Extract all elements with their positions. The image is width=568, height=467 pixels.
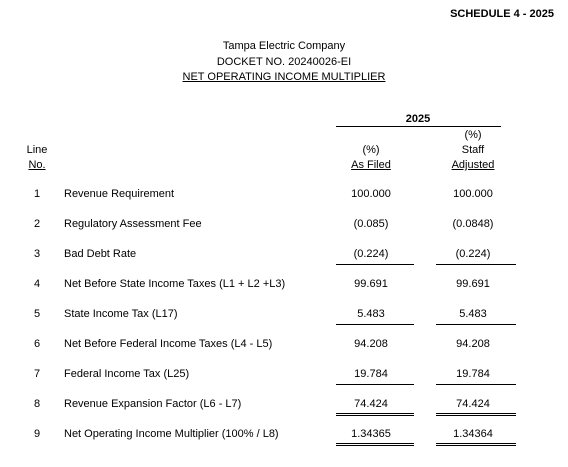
row-4-staff: 99.691 — [456, 278, 490, 290]
row-2-filed: (0.085) — [353, 218, 389, 230]
row-8-filed-double-underline — [336, 413, 414, 416]
company-name: Tampa Electric Company — [222, 40, 346, 52]
row-6-no: 6 — [33, 338, 41, 350]
row-2-desc: Regulatory Assessment Fee — [64, 218, 202, 230]
page-title-text: NET OPERATING INCOME MULTIPLIER — [182, 71, 386, 83]
row-9-staff-double-underline — [436, 443, 516, 446]
row-6-desc: Net Before Federal Income Taxes (L4 - L5) — [64, 338, 273, 350]
row-8-desc: Revenue Expansion Factor (L6 - L7) — [64, 398, 242, 410]
row-4-filed: 99.691 — [354, 278, 388, 290]
row-5-staff: 5.483 — [459, 308, 487, 320]
row-9-filed: 1.34365 — [351, 428, 391, 440]
row-5-no: 5 — [33, 308, 41, 320]
line-header-top: Line — [26, 144, 48, 156]
row-7-staff: 19.784 — [456, 368, 490, 380]
row-8-staff: 74.424 — [456, 398, 490, 410]
row-3-staff-underline — [436, 264, 516, 265]
row-6-staff: 94.208 — [456, 338, 490, 350]
row-1-no: 1 — [33, 188, 41, 200]
row-3-no: 3 — [33, 248, 41, 260]
filed-header-top: (%) — [362, 144, 380, 156]
row-9-no: 9 — [33, 428, 41, 440]
row-1-filed: 100.000 — [351, 188, 391, 200]
row-3-filed: (0.224) — [353, 248, 389, 260]
row-8-staff-double-underline — [436, 413, 516, 416]
row-5-staff-underline — [436, 324, 516, 325]
row-4-desc: Net Before State Income Taxes (L1 + L2 +L3) — [64, 278, 286, 290]
row-3-filed-underline — [336, 264, 414, 265]
row-2-no: 2 — [33, 218, 41, 230]
line-header-bottom-text: No. — [28, 159, 46, 171]
row-7-filed-underline — [336, 384, 414, 385]
year-header: 2025 — [405, 113, 431, 125]
row-4-no: 4 — [33, 278, 41, 290]
row-7-desc: Federal Income Tax (L25) — [64, 368, 190, 380]
schedule-label: SCHEDULE 4 - 2025 — [450, 8, 554, 20]
row-5-filed: 5.483 — [357, 308, 385, 320]
row-1-staff: 100.000 — [453, 188, 493, 200]
filed-header-bottom — [330, 159, 412, 171]
row-7-filed: 19.784 — [354, 368, 388, 380]
staff-header-top: (%) — [464, 129, 482, 141]
filed-header-bottom-text: As Filed — [351, 159, 391, 171]
row-3-staff: (0.224) — [455, 248, 491, 260]
row-3-desc: Bad Debt Rate — [64, 248, 137, 260]
row-9-staff: 1.34364 — [453, 428, 493, 440]
row-8-filed: 74.424 — [354, 398, 388, 410]
staff-header-mid: Staff — [461, 144, 485, 156]
row-5-desc: State Income Tax (L17) — [64, 308, 178, 320]
page-title — [0, 71, 568, 83]
row-1-desc: Revenue Requirement — [64, 188, 175, 200]
row-5-filed-underline — [336, 324, 414, 325]
row-9-filed-double-underline — [336, 443, 414, 446]
row-6-filed: 94.208 — [354, 338, 388, 350]
docket-number: DOCKET NO. 20240026-EI — [216, 56, 352, 68]
line-header-bottom — [25, 159, 49, 171]
staff-header-bottom — [430, 159, 516, 171]
row-8-no: 8 — [33, 398, 41, 410]
row-9-desc: Net Operating Income Multiplier (100% / L8) — [64, 428, 279, 440]
row-7-no: 7 — [33, 368, 41, 380]
row-2-staff: (0.0848) — [452, 218, 494, 230]
row-7-staff-underline — [436, 384, 516, 385]
staff-header-bottom-text: Adjusted — [451, 159, 495, 171]
year-underline — [336, 126, 501, 127]
